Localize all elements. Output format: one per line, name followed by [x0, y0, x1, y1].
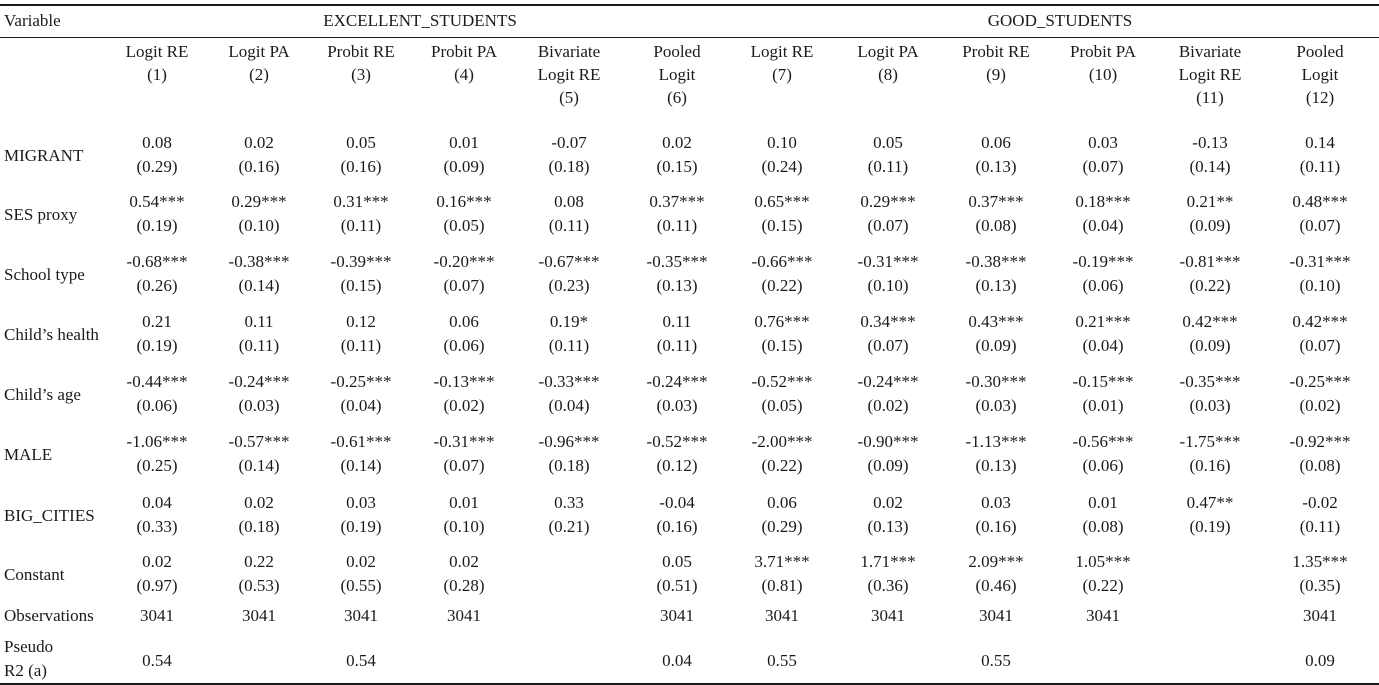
std-error-cell: (0.11): [548, 216, 590, 235]
column-header-12-line1: Pooled: [1296, 42, 1344, 61]
std-error-cell: (0.07): [443, 456, 485, 475]
std-error-cell: (0.16): [340, 157, 382, 176]
coefficient-cell: 1.71***: [860, 552, 916, 571]
coefficient-cell: 0.01: [1088, 493, 1118, 512]
column-header-6-line3: (6): [667, 88, 687, 107]
coefficient-cell: 0.16***: [436, 192, 492, 211]
coefficient-cell: -0.35***: [1179, 372, 1241, 391]
std-error-cell: (0.53): [238, 576, 280, 595]
observations-cell: 3041: [871, 606, 905, 625]
std-error-cell: (0.22): [761, 276, 803, 295]
std-error-cell: (0.07): [867, 216, 909, 235]
column-header-1-line1: Logit RE: [125, 42, 189, 61]
coefficient-cell: -1.13***: [965, 432, 1027, 451]
std-error-cell: (0.02): [1299, 396, 1341, 415]
std-error-cell: (0.07): [1082, 157, 1124, 176]
coefficient-cell: -0.20***: [433, 252, 495, 271]
std-error-cell: (0.10): [443, 517, 485, 536]
group-header-excellent: EXCELLENT_STUDENTS: [323, 11, 517, 30]
coefficient-cell: -0.66***: [751, 252, 813, 271]
std-error-cell: (0.10): [1299, 276, 1341, 295]
std-error-cell: (0.21): [548, 517, 590, 536]
column-header-12-line3: (12): [1305, 88, 1335, 107]
pseudo-r2-label-line1: Pseudo: [4, 637, 54, 656]
coefficient-cell: 0.11: [662, 312, 692, 331]
variable-header: Variable: [4, 11, 61, 30]
coefficient-cell: -0.96***: [538, 432, 600, 451]
coefficient-cell: -1.75***: [1179, 432, 1241, 451]
column-header-5-line1: Bivariate: [537, 42, 601, 61]
coefficient-cell: 0.18***: [1075, 192, 1131, 211]
std-error-cell: (0.04): [1082, 216, 1124, 235]
observations-cell: 3041: [1086, 606, 1120, 625]
row-label: SES proxy: [4, 205, 78, 224]
std-error-cell: (0.13): [975, 157, 1017, 176]
coefficient-cell: -0.92***: [1289, 432, 1351, 451]
observations-cell: 3041: [979, 606, 1013, 625]
coefficient-cell: -0.61***: [330, 432, 392, 451]
coefficient-cell: 0.47**: [1186, 493, 1234, 512]
coefficient-cell: 0.03: [981, 493, 1011, 512]
coefficient-cell: -1.06***: [126, 432, 188, 451]
coefficient-cell: 0.22: [244, 552, 274, 571]
coefficient-cell: -0.38***: [965, 252, 1027, 271]
std-error-cell: (0.15): [340, 276, 382, 295]
coefficient-cell: -0.44***: [126, 372, 188, 391]
column-header-7-line1: Logit RE: [750, 42, 814, 61]
observations-cell: 3041: [660, 606, 694, 625]
coefficient-cell: -0.35***: [646, 252, 708, 271]
column-header-11-line2: Logit RE: [1178, 65, 1242, 84]
coefficient-cell: 0.11: [244, 312, 274, 331]
coefficient-cell: 0.37***: [649, 192, 705, 211]
coefficient-cell: -0.02: [1302, 493, 1338, 512]
std-error-cell: (0.06): [1082, 456, 1124, 475]
std-error-cell: (0.13): [867, 517, 909, 536]
std-error-cell: (0.05): [443, 216, 485, 235]
std-error-cell: (0.07): [1299, 336, 1341, 355]
coefficient-cell: -0.39***: [330, 252, 392, 271]
coefficient-cell: 0.10: [767, 133, 797, 152]
std-error-cell: (0.10): [867, 276, 909, 295]
coefficient-cell: 0.42***: [1182, 312, 1238, 331]
coefficient-cell: 0.02: [142, 552, 172, 571]
std-error-cell: (0.04): [548, 396, 590, 415]
observations-cell: 3041: [140, 606, 174, 625]
column-header-2-line1: Logit PA: [228, 42, 290, 61]
std-error-cell: (0.22): [1189, 276, 1231, 295]
std-error-cell: (0.11): [340, 336, 382, 355]
std-error-cell: (0.08): [1299, 456, 1341, 475]
coefficient-cell: 1.05***: [1075, 552, 1131, 571]
std-error-cell: (0.29): [136, 157, 178, 176]
std-error-cell: (0.15): [761, 216, 803, 235]
observations-cell: 3041: [765, 606, 799, 625]
std-error-cell: (0.09): [867, 456, 909, 475]
std-error-cell: (0.13): [656, 276, 698, 295]
coefficient-cell: -0.15***: [1072, 372, 1134, 391]
coefficient-cell: 0.14: [1305, 133, 1335, 152]
std-error-cell: (0.22): [1082, 576, 1124, 595]
header-rule: [0, 37, 1379, 38]
column-header-4-line1: Probit PA: [431, 42, 497, 61]
observations-cell: 3041: [1303, 606, 1337, 625]
row-label: BIG_CITIES: [4, 506, 95, 525]
std-error-cell: (0.03): [1189, 396, 1231, 415]
coefficient-cell: 0.43***: [968, 312, 1024, 331]
coefficient-cell: 0.01: [449, 133, 479, 152]
coefficient-cell: 0.05: [873, 133, 903, 152]
coefficient-cell: -2.00***: [751, 432, 813, 451]
top-rule: [0, 4, 1379, 6]
coefficient-cell: 0.05: [662, 552, 692, 571]
std-error-cell: (0.02): [443, 396, 485, 415]
pseudo-r2-cell: 0.55: [981, 651, 1011, 670]
std-error-cell: (0.28): [443, 576, 485, 595]
coefficient-cell: -0.24***: [646, 372, 708, 391]
std-error-cell: (0.06): [443, 336, 485, 355]
coefficient-cell: 0.08: [142, 133, 172, 152]
std-error-cell: (0.16): [238, 157, 280, 176]
coefficient-cell: 0.21: [142, 312, 172, 331]
coefficient-cell: 0.05: [346, 133, 376, 152]
column-header-7-line2: (7): [772, 65, 792, 84]
std-error-cell: (0.19): [340, 517, 382, 536]
coefficient-cell: 0.06: [767, 493, 797, 512]
std-error-cell: (0.09): [1189, 336, 1231, 355]
coefficient-cell: -0.25***: [330, 372, 392, 391]
std-error-cell: (0.11): [340, 216, 382, 235]
std-error-cell: (0.23): [548, 276, 590, 295]
std-error-cell: (0.18): [548, 456, 590, 475]
coefficient-cell: -0.81***: [1179, 252, 1241, 271]
coefficient-cell: -0.19***: [1072, 252, 1134, 271]
coefficient-cell: 0.06: [981, 133, 1011, 152]
column-header-6-line2: Logit: [658, 65, 696, 84]
std-error-cell: (0.16): [656, 517, 698, 536]
column-header-6-line1: Pooled: [653, 42, 701, 61]
coefficient-cell: -0.24***: [857, 372, 919, 391]
coefficient-cell: 0.03: [1088, 133, 1118, 152]
coefficient-cell: -0.38***: [228, 252, 290, 271]
std-error-cell: (0.04): [1082, 336, 1124, 355]
std-error-cell: (0.19): [136, 216, 178, 235]
coefficient-cell: -0.07: [551, 133, 587, 152]
std-error-cell: (0.15): [656, 157, 698, 176]
pseudo-r2-cell: 0.55: [767, 651, 797, 670]
std-error-cell: (0.14): [1189, 157, 1231, 176]
column-header-3-line1: Probit RE: [327, 42, 395, 61]
std-error-cell: (0.06): [136, 396, 178, 415]
column-header-5-line2: Logit RE: [537, 65, 601, 84]
coefficient-cell: -0.13: [1192, 133, 1228, 152]
coefficient-cell: 0.02: [873, 493, 903, 512]
std-error-cell: (0.18): [548, 157, 590, 176]
coefficient-cell: -0.31***: [857, 252, 919, 271]
column-header-10-line1: Probit PA: [1070, 42, 1136, 61]
column-header-4-line2: (4): [454, 65, 474, 84]
column-header-8-line2: (8): [878, 65, 898, 84]
row-label: MIGRANT: [4, 146, 84, 165]
std-error-cell: (0.12): [656, 456, 698, 475]
coefficient-cell: -0.52***: [646, 432, 708, 451]
std-error-cell: (0.11): [656, 216, 698, 235]
coefficient-cell: -0.30***: [965, 372, 1027, 391]
column-header-12-line2: Logit: [1301, 65, 1339, 84]
std-error-cell: (0.09): [443, 157, 485, 176]
coefficient-cell: -0.31***: [1289, 252, 1351, 271]
coefficient-cell: 0.33: [554, 493, 584, 512]
row-label: Child’s health: [4, 325, 99, 344]
coefficient-cell: 0.19*: [549, 312, 589, 331]
std-error-cell: (0.46): [975, 576, 1017, 595]
coefficient-cell: -0.56***: [1072, 432, 1134, 451]
coefficient-cell: -0.52***: [751, 372, 813, 391]
std-error-cell: (0.02): [867, 396, 909, 415]
std-error-cell: (0.01): [1082, 396, 1124, 415]
coefficient-cell: -0.68***: [126, 252, 188, 271]
coefficient-cell: 0.02: [346, 552, 376, 571]
coefficient-cell: -0.24***: [228, 372, 290, 391]
column-header-8-line1: Logit PA: [857, 42, 919, 61]
std-error-cell: (0.07): [867, 336, 909, 355]
coefficient-cell: -0.33***: [538, 372, 600, 391]
pseudo-r2-cell: 0.04: [662, 651, 692, 670]
coefficient-cell: -0.90***: [857, 432, 919, 451]
column-header-10-line2: (10): [1088, 65, 1118, 84]
std-error-cell: (0.07): [443, 276, 485, 295]
coefficient-cell: 0.29***: [231, 192, 287, 211]
coefficient-cell: 2.09***: [968, 552, 1024, 571]
std-error-cell: (0.24): [761, 157, 803, 176]
std-error-cell: (0.81): [761, 576, 803, 595]
column-header-11-line1: Bivariate: [1178, 42, 1242, 61]
std-error-cell: (0.13): [975, 456, 1017, 475]
std-error-cell: (0.11): [238, 336, 280, 355]
std-error-cell: (0.18): [238, 517, 280, 536]
std-error-cell: (0.97): [136, 576, 178, 595]
std-error-cell: (0.05): [761, 396, 803, 415]
std-error-cell: (0.11): [1299, 157, 1341, 176]
coefficient-cell: 0.21***: [1075, 312, 1131, 331]
coefficient-cell: 0.08: [554, 192, 584, 211]
std-error-cell: (0.22): [761, 456, 803, 475]
coefficient-cell: 0.31***: [333, 192, 389, 211]
coefficient-cell: 0.54***: [129, 192, 185, 211]
coefficient-cell: 0.21**: [1186, 192, 1234, 211]
coefficient-cell: 0.02: [244, 493, 274, 512]
row-label: MALE: [4, 445, 53, 464]
std-error-cell: (0.10): [238, 216, 280, 235]
std-error-cell: (0.51): [656, 576, 698, 595]
observations-cell: 3041: [344, 606, 378, 625]
pseudo-r2-cell: 0.54: [346, 651, 376, 670]
std-error-cell: (0.11): [867, 157, 909, 176]
column-header-9-line2: (9): [986, 65, 1006, 84]
std-error-cell: (0.16): [975, 517, 1017, 536]
coefficient-cell: 0.04: [142, 493, 172, 512]
observations-cell: 3041: [447, 606, 481, 625]
coefficient-cell: 1.35***: [1292, 552, 1348, 571]
coefficient-cell: -0.13***: [433, 372, 495, 391]
std-error-cell: (0.13): [975, 276, 1017, 295]
pseudo-r2-cell: 0.09: [1305, 651, 1335, 670]
std-error-cell: (0.16): [1189, 456, 1231, 475]
std-error-cell: (0.11): [656, 336, 698, 355]
observations-cell: 3041: [242, 606, 276, 625]
coefficient-cell: 0.65***: [754, 192, 810, 211]
std-error-cell: (0.14): [238, 456, 280, 475]
std-error-cell: (0.09): [975, 336, 1017, 355]
coefficient-cell: -0.31***: [433, 432, 495, 451]
row-label: Constant: [4, 565, 65, 584]
std-error-cell: (0.14): [238, 276, 280, 295]
std-error-cell: (0.04): [340, 396, 382, 415]
std-error-cell: (0.11): [1299, 517, 1341, 536]
row-label: School type: [4, 265, 85, 284]
coefficient-cell: 0.02: [244, 133, 274, 152]
std-error-cell: (0.36): [867, 576, 909, 595]
column-header-5-line3: (5): [559, 88, 579, 107]
std-error-cell: (0.03): [238, 396, 280, 415]
std-error-cell: (0.29): [761, 517, 803, 536]
std-error-cell: (0.35): [1299, 576, 1341, 595]
coefficient-cell: 0.76***: [754, 312, 810, 331]
group-header-good: GOOD_STUDENTS: [987, 11, 1133, 30]
coefficient-cell: 0.42***: [1292, 312, 1348, 331]
coefficient-cell: 0.48***: [1292, 192, 1348, 211]
coefficient-cell: 0.34***: [860, 312, 916, 331]
std-error-cell: (0.03): [656, 396, 698, 415]
std-error-cell: (0.55): [340, 576, 382, 595]
column-header-3-line2: (3): [351, 65, 371, 84]
coefficient-cell: 0.06: [449, 312, 479, 331]
std-error-cell: (0.19): [136, 336, 178, 355]
coefficient-cell: -0.67***: [538, 252, 600, 271]
std-error-cell: (0.11): [548, 336, 590, 355]
coefficient-cell: -0.04: [659, 493, 695, 512]
coefficient-cell: -0.57***: [228, 432, 290, 451]
column-header-2-line2: (2): [249, 65, 269, 84]
std-error-cell: (0.33): [136, 517, 178, 536]
std-error-cell: (0.09): [1189, 216, 1231, 235]
coefficient-cell: -0.25***: [1289, 372, 1351, 391]
coefficient-cell: 0.37***: [968, 192, 1024, 211]
column-header-1-line2: (1): [147, 65, 167, 84]
column-header-11-line3: (11): [1196, 88, 1224, 107]
std-error-cell: (0.07): [1299, 216, 1341, 235]
coefficient-cell: 0.02: [662, 133, 692, 152]
coefficient-cell: 0.29***: [860, 192, 916, 211]
std-error-cell: (0.14): [340, 456, 382, 475]
coefficient-cell: 3.71***: [754, 552, 810, 571]
std-error-cell: (0.26): [136, 276, 178, 295]
coefficient-cell: 0.01: [449, 493, 479, 512]
std-error-cell: (0.08): [1082, 517, 1124, 536]
pseudo-r2-cell: 0.54: [142, 651, 172, 670]
std-error-cell: (0.25): [136, 456, 178, 475]
coefficient-cell: 0.03: [346, 493, 376, 512]
std-error-cell: (0.19): [1189, 517, 1231, 536]
std-error-cell: (0.15): [761, 336, 803, 355]
pseudo-r2-label-line2: R2 (a): [4, 661, 47, 680]
std-error-cell: (0.03): [975, 396, 1017, 415]
observations-label: Observations: [4, 606, 94, 625]
coefficient-cell: 0.12: [346, 312, 376, 331]
coefficient-cell: 0.02: [449, 552, 479, 571]
row-label: Child’s age: [4, 385, 81, 404]
std-error-cell: (0.08): [975, 216, 1017, 235]
std-error-cell: (0.06): [1082, 276, 1124, 295]
column-header-9-line1: Probit RE: [962, 42, 1030, 61]
